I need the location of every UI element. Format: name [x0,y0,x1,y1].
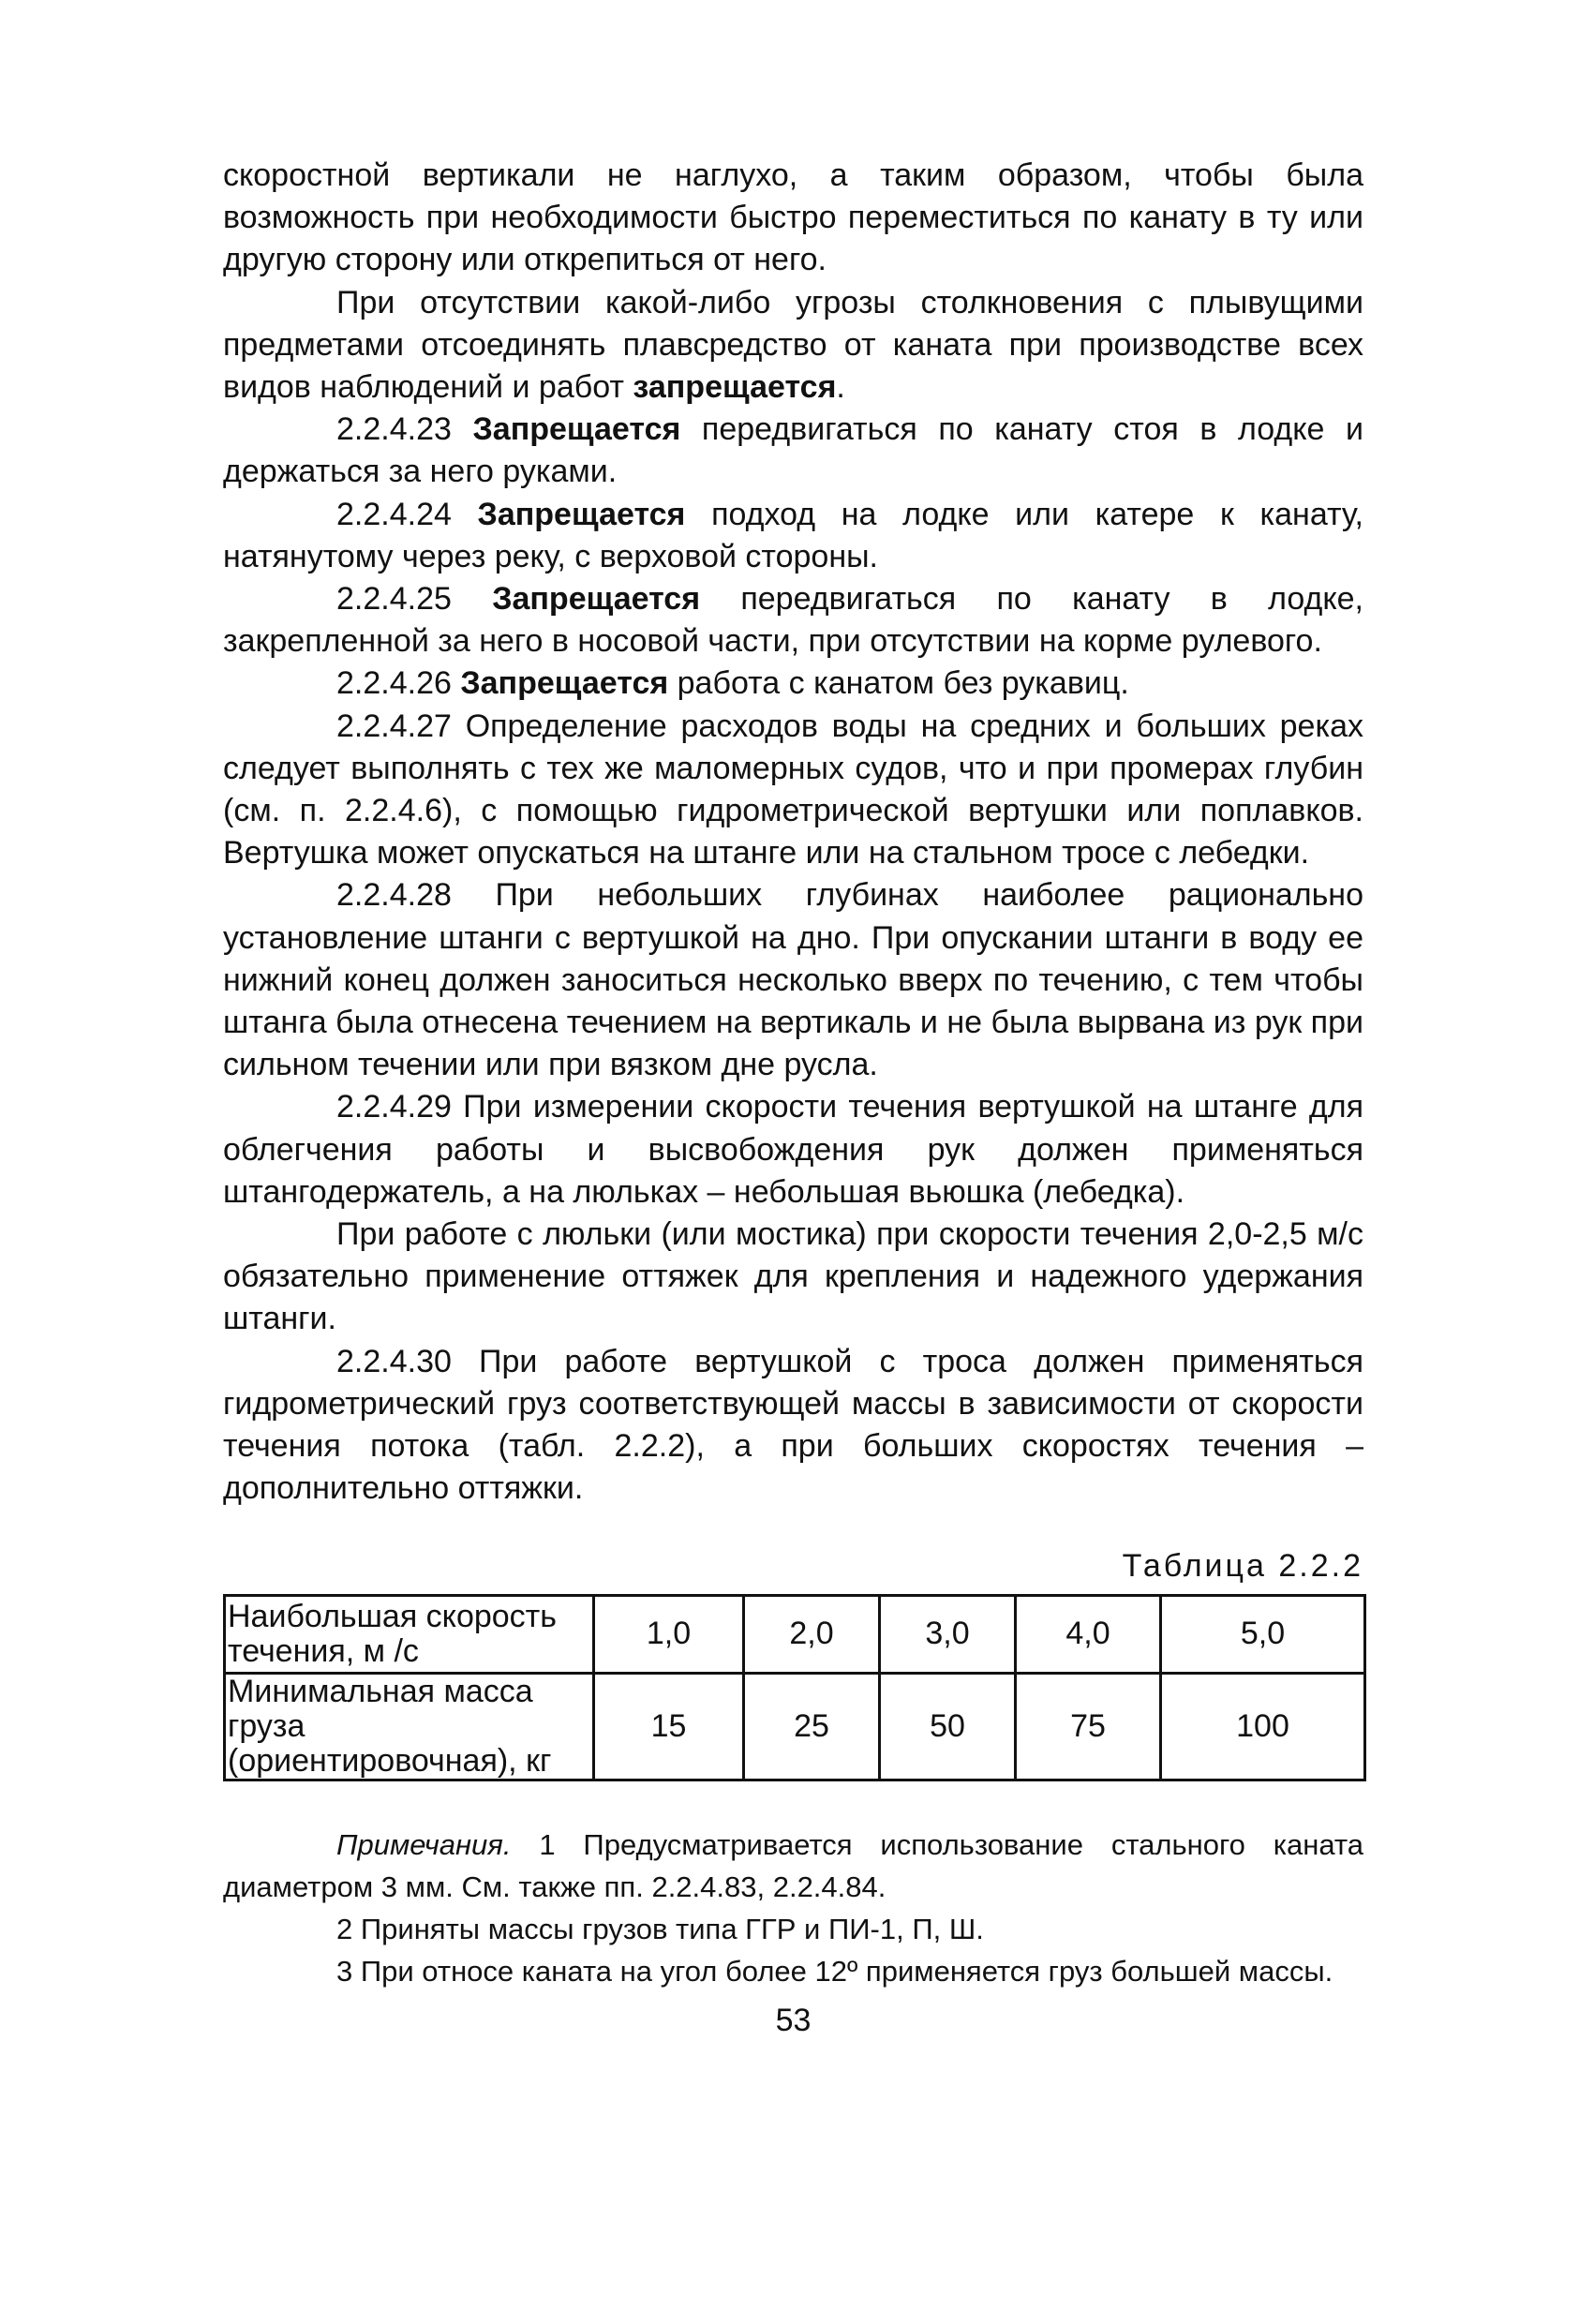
note-text: 3 При относе каната на угол более 12º применяется груз большей массы. [336,1954,1333,1988]
table-cell: 15 [594,1673,744,1780]
paragraph-text: 2.2.4.27 Определение расходов воды на средних и больших реках следует выполнять с тех же маломерных судов, что и при промерах глубин (см. п. 2.2.4.6), с помощью гидрометрической вертушки или поплавков. Вертушка может опускаться на штанге или на стальном тросе с лебедки. [223,708,1363,872]
table-cell: 3,0 [880,1595,1016,1673]
note-item [223,1908,1363,1950]
table-cell: 1,0 [594,1595,744,1673]
paragraph [223,663,1363,705]
paragraph [223,409,1363,493]
paragraph [223,1341,1363,1511]
table-cell: 2,0 [744,1595,880,1673]
paragraph [223,578,1363,663]
paragraph-text: 2.2.4.24 [336,496,478,532]
table-caption: Таблица 2.2.2 [1122,1547,1363,1584]
paragraph-text: 2.2.4.30 При работе вертушкой с троса должен применяться гидрометрический груз соответствующей массы в зависимости от скорости течения потока (табл. 2.2.2), а при больших скоростях течения – дополнительно оттяжки. [223,1343,1363,1507]
table-cell: 4,0 [1016,1595,1161,1673]
paragraph-text: . [836,369,845,406]
note-item [223,1824,1363,1908]
notes-heading: Примечания. [336,1827,512,1861]
paragraph-text: При отсутствии какой-либо угрозы столкновения с плывущими предметами отсоединять плавсредство от каната при производстве всех видов наблюдений и работ [223,284,1363,406]
table-cell: 5,0 [1161,1595,1365,1673]
table-cell: 100 [1161,1673,1365,1780]
note-text: 2 Приняты массы грузов типа ГГР и ПИ-1, П, Ш. [336,1912,984,1945]
bold-text: запрещается [633,369,837,406]
bold-text: Запрещается [472,411,681,448]
paragraph [223,874,1363,1086]
bold-text: Запрещается [492,581,701,618]
note-text: 1 Предусматривается использование стального каната диаметром 3 мм. См. также пп. 2.2.4.83, 2.2.4.84. [223,1827,1363,1903]
data-table [223,1594,1366,1781]
table-row-label: Минимальная масса груза (ориентировочная), кг [225,1673,594,1780]
table-cell: 25 [744,1673,880,1780]
paragraph-text: 2.2.4.25 [336,581,493,618]
paragraph-text: 2.2.4.29 При измерении скорости течения вертушкой на штанге для облегчения работы и высвобождения рук должен применяться штангодержатель, а на люльках – небольшая вьюшка (лебедка). [223,1089,1363,1210]
paragraph-text: 2.2.4.28 При небольших глубинах наиболее рационально установление штанги с вертушкой на дно. При опускании штанги в воду ее нижний конец должен заноситься несколько вверх по течению, с тем чтобы штанга была отнесена течением на вертикаль и не была вырвана из рук при сильном течении или при вязком дне русла. [223,877,1363,1083]
table-notes [223,1824,1363,1992]
document-page [223,155,1363,2042]
page-number: 53 [775,2002,812,2038]
paragraph-text: работа с канатом без рукавиц. [668,665,1129,702]
paragraph [223,1214,1363,1341]
body-text [223,155,1363,1511]
paragraph [223,1086,1363,1214]
paragraph [223,494,1363,578]
paragraph-text: скоростной вертикали не наглухо, а таким образом, чтобы была возможность при необходимости быстро переместиться по канату в ту или другую сторону или открепиться от него. [223,157,1363,278]
table-row-label: Наибольшая скорость течения, м /с [225,1595,594,1673]
paragraph-text: передвигаться по канату в лодке, закрепленной за него в носовой части, при отсутствии на корме рулевого. [223,581,1363,660]
paragraph-text: 2.2.4.26 [336,665,461,702]
paragraph [223,706,1363,875]
table-row-mass [225,1673,1365,1780]
bold-text: Запрещается [460,665,669,702]
table-cell: 75 [1016,1673,1161,1780]
paragraph-text: передвигаться по канату стоя в лодке и держаться за него руками. [223,411,1363,490]
paragraph-text: подход на лодке или катере к канату, натянутому через реку, с верховой стороны. [223,496,1363,574]
paragraph [223,282,1363,410]
paragraph-text: При работе с люльки (или мостика) при скорости течения 2,0-2,5 м/с обязательно применение оттяжек для крепления и надежного удержания штанги. [223,1216,1363,1337]
paragraph-text: 2.2.4.23 [336,411,473,448]
table-cell: 50 [880,1673,1016,1780]
note-item [223,1950,1363,1992]
table-row-speed [225,1595,1365,1673]
bold-text: Запрещается [477,496,686,532]
paragraph [223,155,1363,282]
